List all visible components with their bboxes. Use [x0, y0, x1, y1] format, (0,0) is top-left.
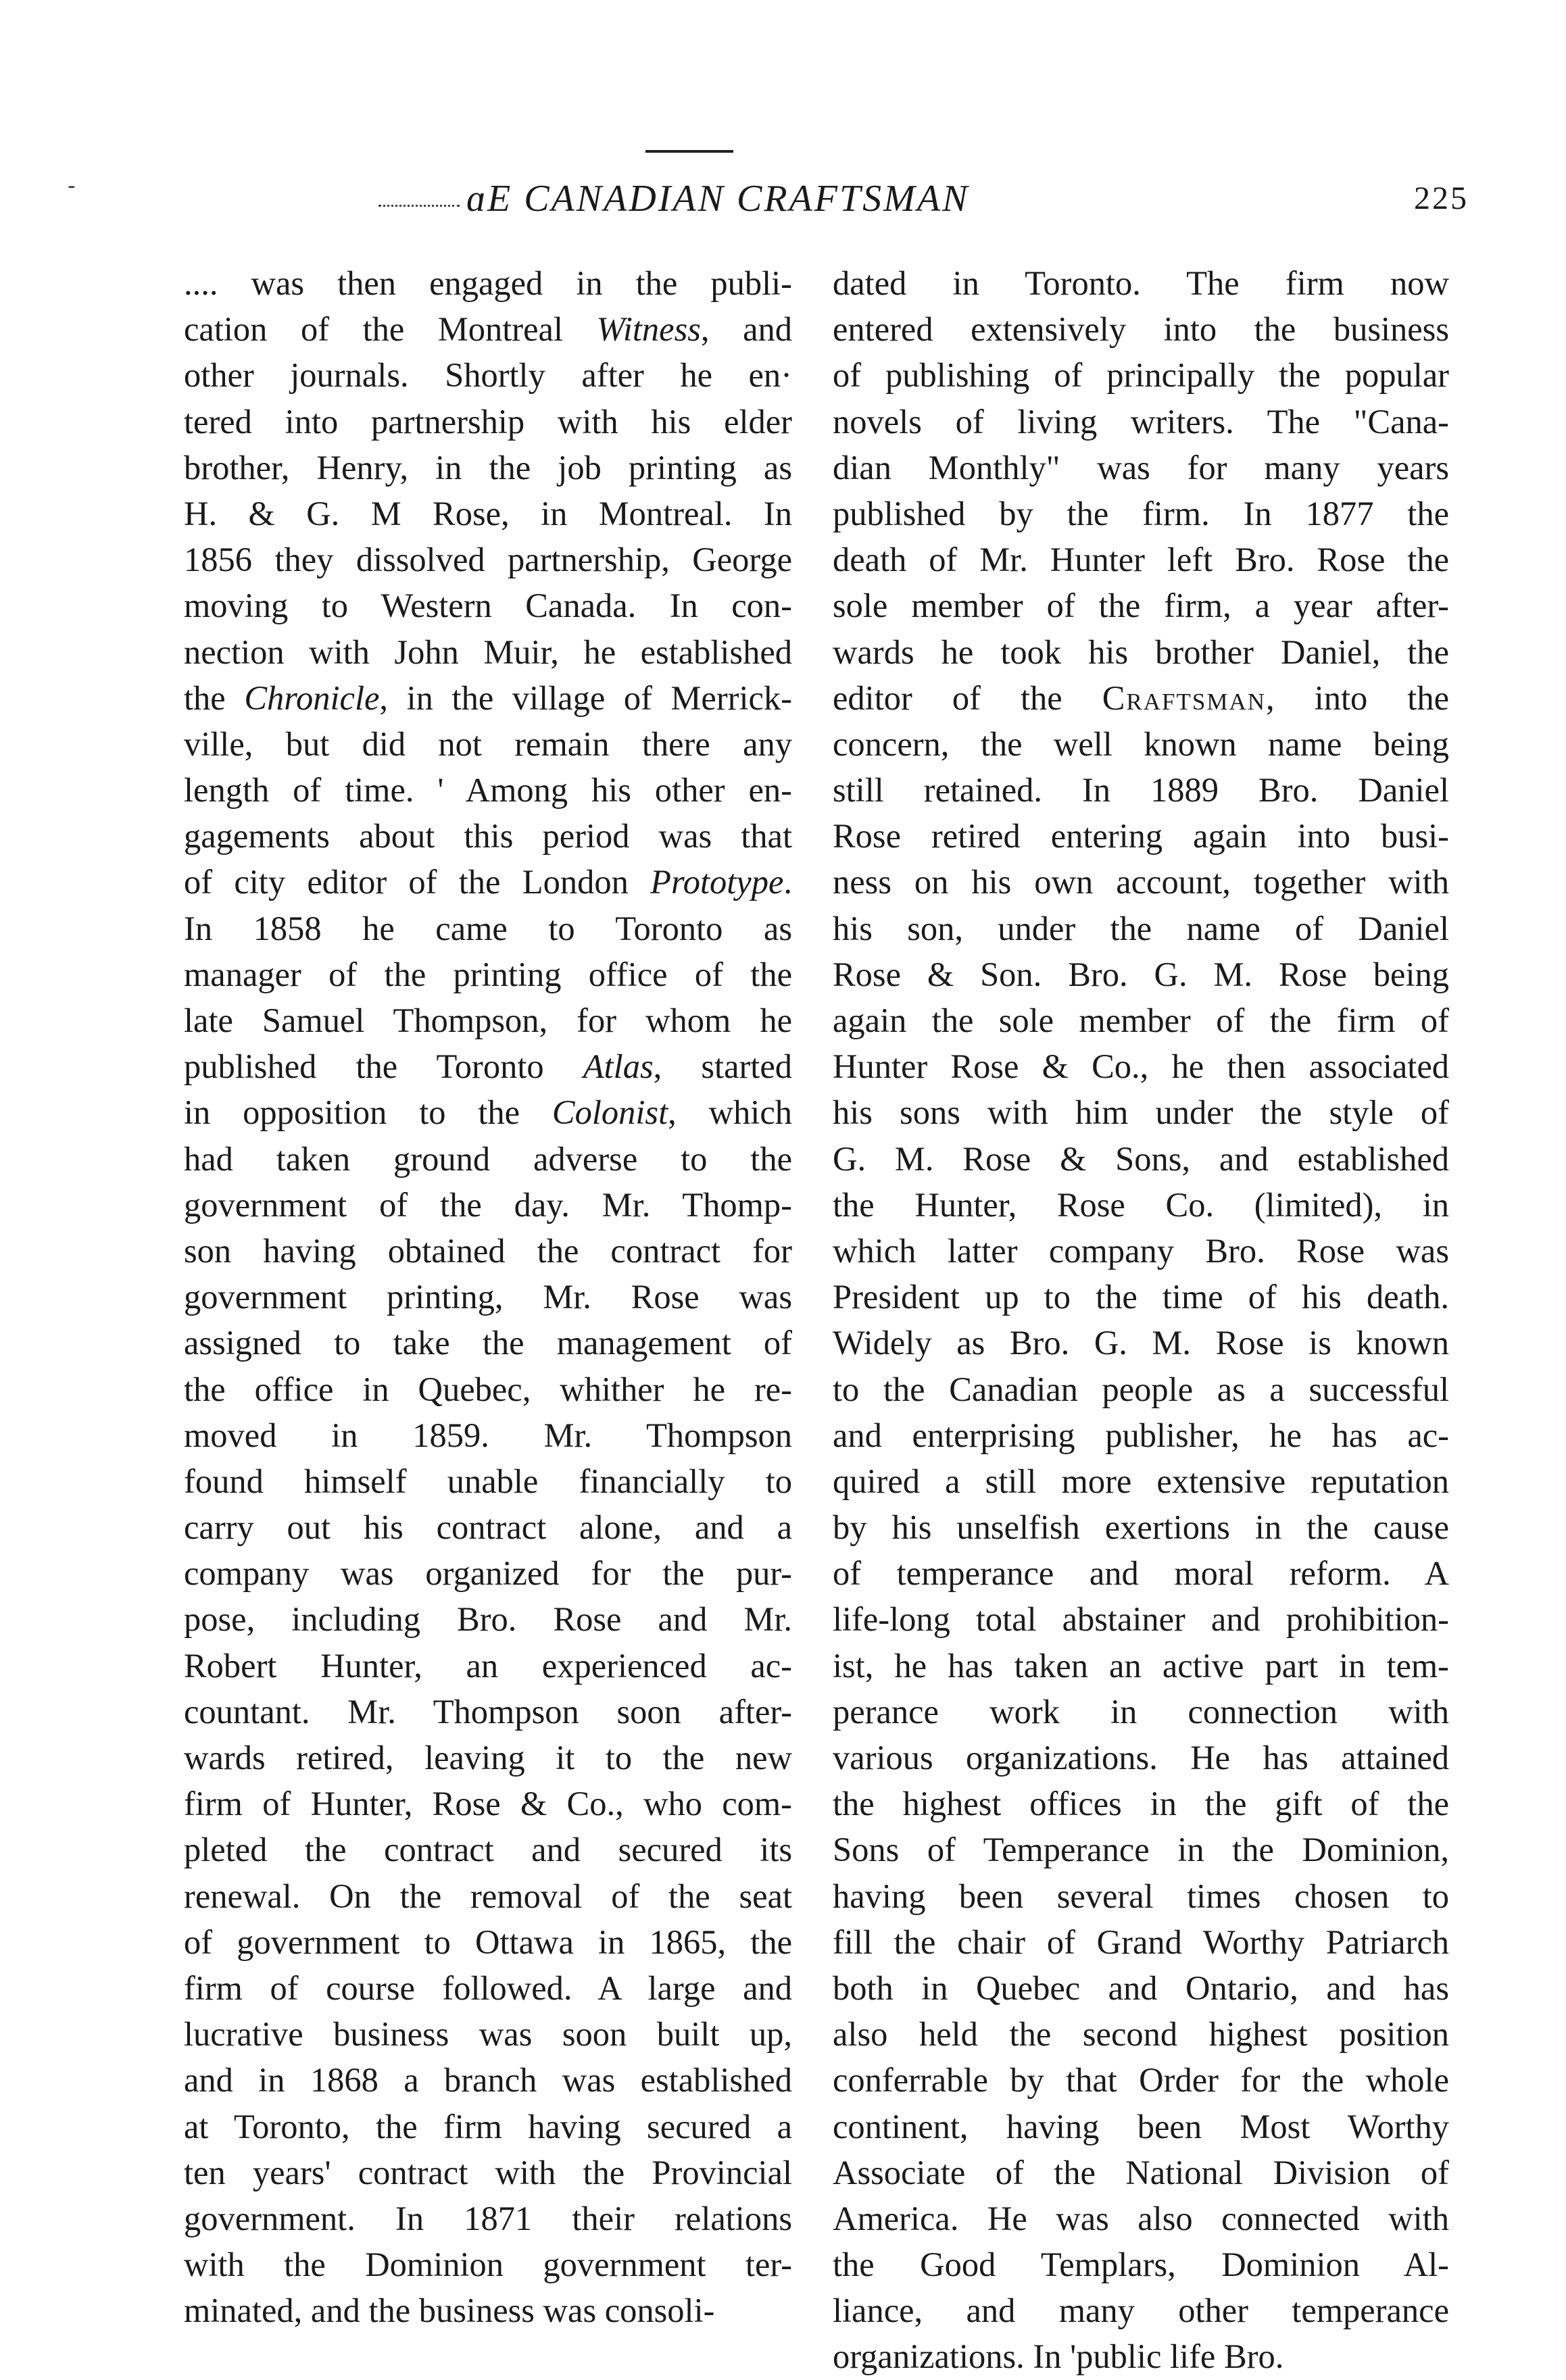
text-line: continent, having been Most Worthy: [833, 2107, 1449, 2146]
text-line: H. & G. M Rose, in Montreal. In: [184, 494, 792, 532]
text-line: firm of course followed. A large and: [184, 1968, 792, 2007]
text-line: had taken ground adverse to the: [184, 1139, 792, 1178]
text-line: brother, Henry, in the job printing as: [184, 448, 792, 487]
text-line: G. M. Rose & Sons, and established: [833, 1139, 1449, 1178]
text-line: moved in 1859. Mr. Thompson: [184, 1416, 792, 1454]
text-line: his son, under the name of Daniel: [833, 909, 1449, 947]
text-line: pose, including Bro. Rose and Mr.: [184, 1600, 792, 1639]
text-line: entered extensively into the business: [833, 310, 1449, 349]
text-line: 1856 they dissolved partnership, George: [184, 541, 792, 579]
text-line: length of time. ' Among his other en-: [184, 771, 792, 810]
text-line: wards he took his brother Daniel, the: [833, 633, 1449, 671]
ornament-icon: [378, 198, 460, 207]
text-line: which latter company Bro. Rose was: [833, 1231, 1449, 1270]
text-line: life-long total abstainer and prohibition-: [833, 1600, 1449, 1639]
text-line: wards retired, leaving it to the new: [184, 1739, 792, 1777]
text-line: the Hunter, Rose Co. (limited), in: [833, 1185, 1449, 1224]
text-line: again the sole member of the firm of: [833, 1001, 1449, 1039]
text-line: late Samuel Thompson, for whom he: [184, 1001, 792, 1039]
text-line: government of the day. Mr. Thomp-: [184, 1185, 792, 1224]
text-line: Rose & Son. Bro. G. M. Rose being: [833, 955, 1449, 993]
text-line: published by the firm. In 1877 the: [833, 494, 1449, 532]
text-line: his sons with him under the style of: [833, 1093, 1449, 1132]
text-line: dated in Toronto. The firm now: [833, 264, 1449, 302]
text-line: editor of the Craftsman, into the: [833, 678, 1449, 717]
text-line: Associate of the National Division of: [833, 2153, 1449, 2191]
text-line: Robert Hunter, an experienced ac-: [184, 1646, 792, 1685]
text-line: countant. Mr. Thompson soon after-: [184, 1692, 792, 1731]
text-line: government. In 1871 their relations: [184, 2199, 792, 2237]
text-line: found himself unable financially to: [184, 1462, 792, 1500]
text-line: organizations. In 'public life Bro.: [833, 2337, 1284, 2376]
text-line: novels of living writers. The "Cana-: [833, 402, 1449, 441]
text-line: America. He was also connected with: [833, 2199, 1449, 2237]
text-line: and enterprising publisher, he has ac-: [833, 1416, 1449, 1454]
text-line: ten years' contract with the Provincial: [184, 2153, 792, 2191]
text-line: the Good Templars, Dominion Al-: [833, 2246, 1449, 2284]
text-line: of government to Ottawa in 1865, the: [184, 1923, 792, 1961]
text-line: dian Monthly" was for many years: [833, 448, 1449, 487]
margin-mark: -: [68, 172, 76, 199]
text-line: at Toronto, the firm having secured a: [184, 2107, 792, 2146]
text-line: ville, but did not remain there any: [184, 724, 792, 763]
text-line: of temperance and moral reform. A: [833, 1554, 1449, 1593]
text-line: Rose retired entering again into busi-: [833, 817, 1449, 856]
text-line: assigned to take the management of: [184, 1324, 792, 1362]
text-line: Sons of Temperance in the Dominion,: [833, 1831, 1449, 1869]
text-line: still retained. In 1889 Bro. Daniel: [833, 771, 1449, 810]
text-line: quired a still more extensive reputation: [833, 1462, 1449, 1500]
text-line: conferrable by that Order for the whole: [833, 2061, 1449, 2100]
text-line: In 1858 he came to Toronto as: [184, 909, 792, 947]
text-line: published the Toronto Atlas, started: [184, 1047, 792, 1086]
text-line: nection with John Muir, he established: [184, 633, 792, 671]
text-line: other journals. Shortly after he en·: [184, 356, 792, 395]
text-line: ness on his own account, together with: [833, 863, 1449, 901]
text-line: in opposition to the Colonist, which: [184, 1093, 793, 1132]
text-line: the Chronicle, in the village of Merrick-: [184, 678, 792, 717]
right-column: [833, 260, 1449, 2380]
header-rule: [645, 150, 733, 153]
text-line: perance work in connection with: [833, 1692, 1449, 1731]
text-line: various organizations. He has attained: [833, 1739, 1449, 1777]
text-line: President up to the time of his death.: [833, 1278, 1449, 1316]
text-line: Hunter Rose & Co., he then associated: [833, 1047, 1449, 1086]
text-line: ist, he has taken an active part in tem-: [833, 1646, 1449, 1685]
text-line: son having obtained the contract for: [184, 1231, 792, 1270]
page-number: 225: [1414, 180, 1469, 216]
running-head-title: ɑE CANADIAN CRAFTSMAN: [466, 178, 970, 220]
text-line: both in Quebec and Ontario, and has: [833, 1968, 1449, 2007]
text-line: moving to Western Canada. In con-: [184, 587, 792, 625]
text-line: carry out his contract alone, and a: [184, 1508, 792, 1547]
text-line: death of Mr. Hunter left Bro. Rose the: [833, 541, 1449, 579]
text-line: company was organized for the pur-: [184, 1554, 792, 1593]
left-column: [184, 260, 792, 2333]
text-line: also held the second highest position: [833, 2015, 1449, 2054]
text-line: tered into partnership with his elder: [184, 402, 792, 441]
text-line: government printing, Mr. Rose was: [184, 1278, 792, 1316]
text-line: firm of Hunter, Rose & Co., who com-: [184, 1785, 792, 1823]
text-line: .... was then engaged in the publi-: [184, 264, 792, 302]
text-line: renewal. On the removal of the seat: [184, 1877, 792, 1915]
text-line: having been several times chosen to: [833, 1877, 1449, 1915]
text-line: pleted the contract and secured its: [184, 1831, 792, 1869]
text-line: liance, and many other temperance: [833, 2291, 1449, 2330]
running-head: [378, 177, 1257, 231]
text-line: of publishing of principally the popular: [833, 356, 1449, 395]
text-line: to the Canadian people as a successful: [833, 1370, 1449, 1408]
text-line: by his unselfish exertions in the cause: [833, 1508, 1449, 1547]
text-line: cation of the Montreal Witness, and: [184, 310, 792, 349]
text-line: Widely as Bro. G. M. Rose is known: [833, 1324, 1449, 1362]
text-line: concern, the well known name being: [833, 724, 1449, 763]
text-line: manager of the printing office of the: [184, 955, 792, 993]
text-line: gagements about this period was that: [184, 817, 792, 856]
text-line: the office in Quebec, whither he re-: [184, 1370, 792, 1408]
text-line: the highest offices in the gift of the: [833, 1785, 1449, 1823]
text-line: and in 1868 a branch was established: [184, 2061, 792, 2100]
text-line: sole member of the firm, a year after-: [833, 587, 1449, 625]
text-line: of city editor of the London Prototype.: [184, 863, 792, 901]
text-line: minated, and the business was consoli-: [184, 2291, 715, 2330]
text-line: lucrative business was soon built up,: [184, 2015, 792, 2054]
text-line: fill the chair of Grand Worthy Patriarch: [833, 1923, 1449, 1961]
text-line: with the Dominion government ter-: [184, 2246, 792, 2284]
